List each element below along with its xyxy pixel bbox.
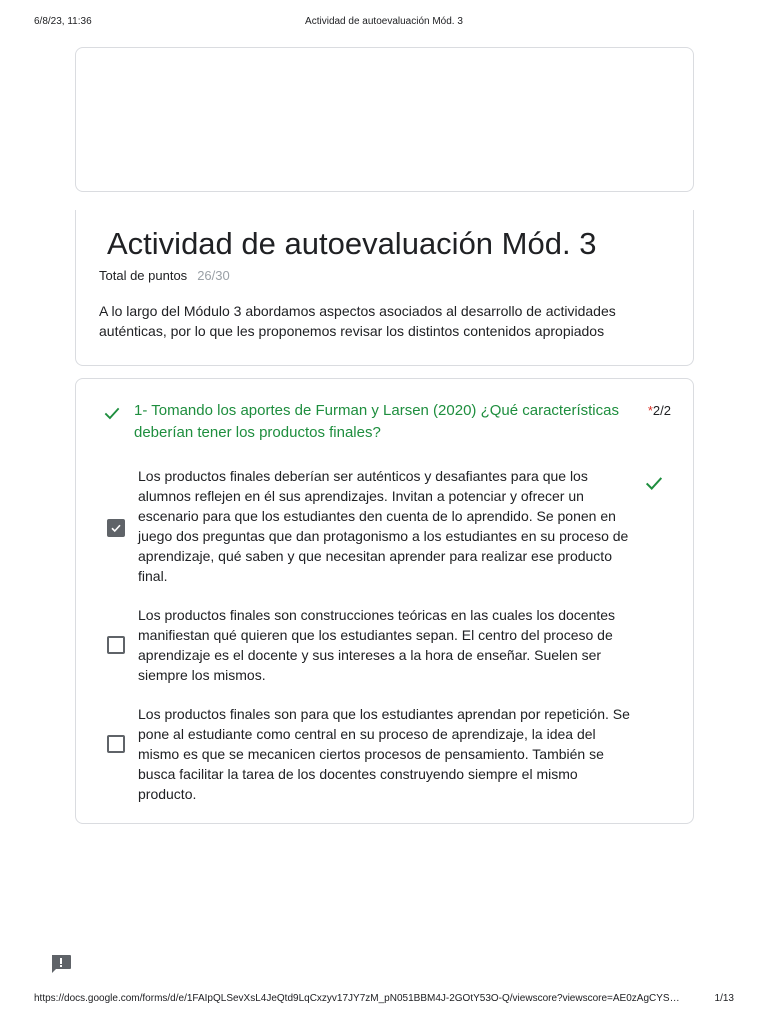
option-1-text: Los productos finales deberían ser auténticos y desafiantes para que los alumnos reflejen en él sus aprendizajes. Invitan a potenciar y ofrecer un escenario para que los estudiantes den cuenta de lo aprendido. Se ponen en juego dos preguntas que dan protagonismo a los estudiantes en su proceso de aprendizaje, qué saben y que necesitan aprender para realizar ese producto final.	[138, 468, 629, 584]
question-card	[75, 378, 694, 824]
check-icon	[643, 472, 665, 494]
header-banner-card	[75, 47, 694, 192]
form-title-card	[75, 210, 694, 366]
print-datetime: 6/8/23, 11:36	[34, 16, 92, 27]
question-title: 1- Tomando los aportes de Furman y Larsen (2020) ¿Qué características deberían tener los productos finales?	[134, 402, 619, 441]
print-header	[0, 16, 768, 30]
checkbox-checked[interactable]	[107, 519, 125, 537]
total-points	[99, 268, 230, 283]
print-footer	[0, 993, 768, 1007]
check-icon	[102, 403, 122, 423]
option-2-text: Los productos finales son construcciones teóricas en las cuales los docentes manifiestan qué quieren que los estudiantes sepan. El centro del proceso de aprendizaje es el docente y sus intereses a la hora de enseñar. Suelen ser siempre los mismos.	[138, 607, 616, 683]
checkbox[interactable]	[107, 735, 125, 753]
option-1[interactable]	[76, 466, 695, 591]
question-score: 2/2	[652, 403, 671, 418]
option-3-text: Los productos finales son para que los estudiantes aprendan por repetición. Se pone al estudiante como central en su proceso de aprendizaje, la idea del mismo es que se mecanicen ciertos procesos de pensamiento. También se busca facilitar la tarea de los docentes construyendo siempre el mismo producto.	[138, 706, 630, 802]
checkbox[interactable]	[107, 636, 125, 654]
total-points-score: 26/30	[197, 268, 230, 283]
required-mark: *	[647, 403, 653, 418]
option-2[interactable]	[76, 605, 695, 687]
page-number: 1/13	[714, 993, 734, 1004]
form-description: A lo largo del Módulo 3 abordamos aspectos asociados al desarrollo de actividades auténticas, por lo que les proponemos revisar los distintos contenidos apropiados	[99, 303, 616, 339]
feedback-icon[interactable]	[50, 954, 72, 974]
total-points-label: Total de puntos	[99, 268, 188, 283]
print-page-title: Actividad de autoevaluación Mód. 3	[305, 16, 463, 27]
option-3[interactable]	[76, 704, 695, 802]
form-title: Actividad de autoevaluación Mód. 3	[107, 226, 597, 261]
page-url: https://docs.google.com/forms/d/e/1FAIpQLSevXsL4JeQtd9LqCxzyv17JY7zM_pN051BBM4J-2GOtY53O-Q/viewscore?viewscore=AE0zAgCYS…	[34, 993, 680, 1004]
question-points	[648, 403, 671, 418]
